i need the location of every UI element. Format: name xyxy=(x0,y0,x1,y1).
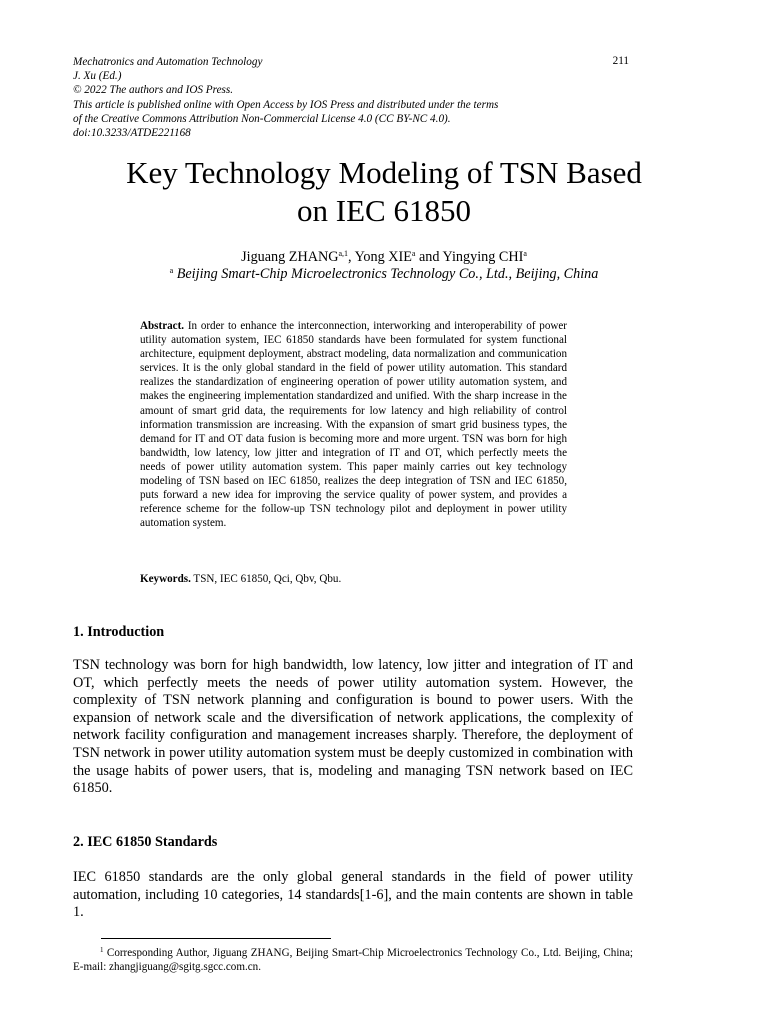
author-3-marker: a xyxy=(523,249,527,258)
header-license-line-2: of the Creative Commons Attribution Non-Commercial License 4.0 (CC BY-NC 4.0). xyxy=(73,112,451,125)
author-1: Jiguang ZHANG xyxy=(241,249,339,265)
footnote-text: Corresponding Author, Jiguang ZHANG, Beijing Smart-Chip Microelectronics Technology Co., Ltd. Beijing, China; E-mail: zhangjiguang@sgitg.sgcc.com.cn. xyxy=(73,947,633,973)
affiliation xyxy=(60,266,708,283)
author-2: Yong XIE xyxy=(354,249,412,265)
author-separator-1: , xyxy=(348,249,355,265)
author-list xyxy=(60,249,708,266)
section-heading-iec-61850-standards: 2. IEC 61850 Standards xyxy=(73,834,218,850)
footnote-divider xyxy=(101,938,331,939)
author-3: Yingying CHI xyxy=(442,249,524,265)
affiliation-text: Beijing Smart-Chip Microelectronics Technology Co., Ltd., Beijing, China xyxy=(173,266,599,282)
header-journal-title: Mechatronics and Automation Technology xyxy=(73,56,263,68)
keywords-label: Keywords. xyxy=(140,573,191,585)
section-heading-introduction: 1. Introduction xyxy=(73,624,165,640)
journal-header xyxy=(73,55,633,140)
author-separator-2: and xyxy=(415,249,443,265)
keywords-text: TSN, IEC 61850, Qci, Qbv, Qbu. xyxy=(190,573,342,585)
keywords xyxy=(140,572,567,586)
title-line-2: on IEC 61850 xyxy=(297,193,471,228)
abstract-label: Abstract. xyxy=(140,320,185,332)
abstract xyxy=(140,319,567,530)
introduction-paragraph: TSN technology was born for high bandwidth, low latency, low jitter and integration of IT and OT, which perfectly meets the needs of power utility automation system. However, the complexity of TSN network planning and configuration is bound to power users. With the expansion of network scale and the diversification of network applications, the complexity of network facility configuration and management increases sharply. Therefore, the deployment of TSN network in power utility automation system must be deeply customized in combination with the usage habits of power users, that is, modeling and managing TSN network based on IEC 61850. xyxy=(73,657,633,797)
footnote-marker: 1 xyxy=(100,946,104,954)
header-license-line-1: This article is published online with Open Access by IOS Press and distributed under the terms xyxy=(73,98,499,111)
author-2-marker: a xyxy=(411,249,416,258)
author-1-marker: a,1 xyxy=(338,249,349,258)
iec-61850-paragraph: IEC 61850 standards are the only global general standards in the field of power utility automation, including 10 categories, 14 standards[1-6], and the main contents are shown in table 1. xyxy=(73,869,633,921)
header-editor: J. Xu (Ed.) xyxy=(73,70,122,83)
affiliation-marker: a xyxy=(169,266,174,275)
header-doi: doi:10.3233/ATDE221168 xyxy=(73,127,191,140)
footnote xyxy=(73,946,633,974)
abstract-text: In order to enhance the interconnection, interworking and interoperability of power utility automation system, IEC 61850 standards have been formulated for system functional architecture, equipment deployment, abstract modeling, data normalization and communication services. It is the only global standard in the field of power utility automation. This standard realizes the standardization of engineering operation of power utility automation system, and makes the engineering implementation standardized and unified. With the sharp increase in the amount of smart grid data, the requirements for low latency and high reliability of control information transmission are increasing. With the expansion of smart grid business types, the demand for IT and OT data fusion is becoming more and more urgent. TSN was born for high bandwidth, low latency, low jitter and integration of IT and OT, which perfectly meets the needs of power utility automation system. This paper mainly carries out key technology modeling of TSN based on IEC 61850, realizes the deep integration of TSN and IEC 61850, puts forward a new idea for improving the service quality of power system, and provides a reference scheme for the follow-up TSN technology pilot and deployment in power utility automation system. xyxy=(140,320,567,530)
header-copyright: © 2022 The authors and IOS Press. xyxy=(73,84,234,97)
page-number: 211 xyxy=(612,55,629,67)
title-line-1: Key Technology Modeling of TSN Based xyxy=(126,155,642,190)
paper-title xyxy=(60,154,708,230)
